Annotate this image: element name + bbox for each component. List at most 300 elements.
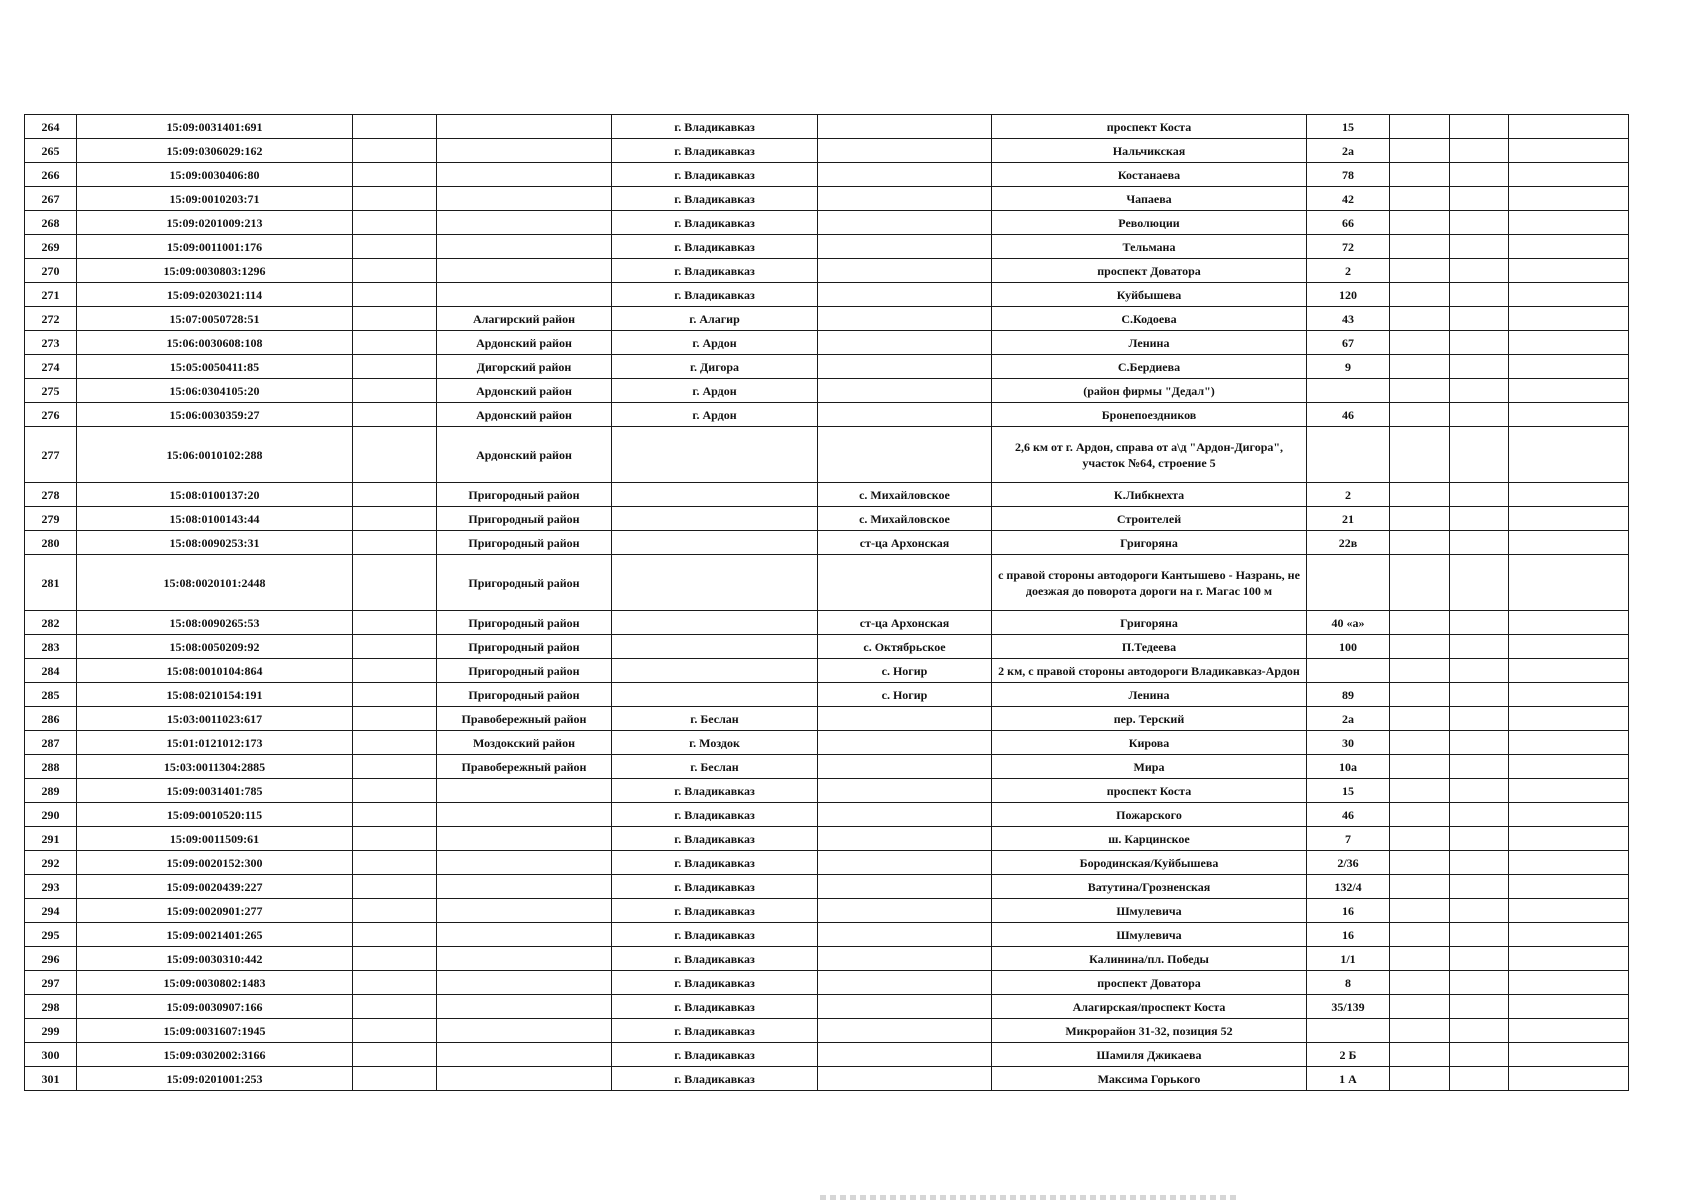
cell-col-extra-1 [1390,611,1450,635]
cell-col-blank [353,851,437,875]
cell-col-extra-1 [1390,555,1450,611]
cell-row-number: 299 [25,1019,77,1043]
cell-row-number: 270 [25,259,77,283]
cell-col-extra-3 [1509,923,1629,947]
cell-row-number: 278 [25,483,77,507]
cell-col-blank [353,995,437,1019]
cell-street: Нальчикская [992,139,1307,163]
table-row [25,971,1629,995]
cell-house-number: 43 [1307,307,1390,331]
cell-district [437,923,612,947]
cell-settlement: с. Михайловское [818,507,992,531]
table-row [25,707,1629,731]
cell-district [437,971,612,995]
cell-col-extra-2 [1450,803,1509,827]
cell-district: Пригородный район [437,659,612,683]
table-row [25,331,1629,355]
cell-settlement [818,923,992,947]
cell-col-blank [353,635,437,659]
cell-col-extra-2 [1450,1019,1509,1043]
cell-col-extra-3 [1509,827,1629,851]
cell-city [612,635,818,659]
cell-col-blank [353,483,437,507]
cell-cadastral-number: 15:08:0010104:864 [77,659,353,683]
cell-settlement [818,115,992,139]
cell-col-extra-1 [1390,427,1450,483]
cell-col-extra-2 [1450,507,1509,531]
cell-col-extra-1 [1390,355,1450,379]
cell-col-extra-2 [1450,755,1509,779]
cell-city: г. Владикавказ [612,163,818,187]
cell-settlement [818,427,992,483]
cell-col-extra-1 [1390,899,1450,923]
cell-settlement [818,163,992,187]
cell-settlement [818,307,992,331]
cell-house-number: 89 [1307,683,1390,707]
cell-city [612,611,818,635]
cell-district: Дигорский район [437,355,612,379]
cell-city: г. Владикавказ [612,995,818,1019]
cell-street: Григоряна [992,531,1307,555]
cell-col-blank [353,187,437,211]
table-row [25,827,1629,851]
cell-house-number: 1 А [1307,1067,1390,1091]
cell-row-number: 275 [25,379,77,403]
cell-city: г. Владикавказ [612,827,818,851]
cell-col-extra-1 [1390,163,1450,187]
cell-col-extra-1 [1390,875,1450,899]
cell-col-extra-1 [1390,1019,1450,1043]
cell-district: Моздокский район [437,731,612,755]
cell-col-extra-3 [1509,355,1629,379]
cell-city: г. Ардон [612,403,818,427]
table-row [25,139,1629,163]
cell-house-number: 10а [1307,755,1390,779]
table-row [25,803,1629,827]
cell-col-blank [353,1067,437,1091]
cell-district: Пригородный район [437,531,612,555]
cell-street: ш. Карцинское [992,827,1307,851]
cell-col-extra-1 [1390,803,1450,827]
table-row [25,1019,1629,1043]
cell-house-number [1307,379,1390,403]
cell-city: г. Владикавказ [612,947,818,971]
cell-settlement [818,379,992,403]
cell-col-blank [353,211,437,235]
cell-col-blank [353,283,437,307]
cell-settlement [818,851,992,875]
table-row [25,507,1629,531]
cell-col-extra-3 [1509,1067,1629,1091]
cell-row-number: 286 [25,707,77,731]
cell-row-number: 298 [25,995,77,1019]
cell-house-number: 66 [1307,211,1390,235]
cell-col-blank [353,115,437,139]
cell-cadastral-number: 15:09:0030907:166 [77,995,353,1019]
cell-col-extra-3 [1509,259,1629,283]
cell-house-number: 120 [1307,283,1390,307]
cell-col-extra-1 [1390,331,1450,355]
cell-settlement [818,899,992,923]
cell-row-number: 282 [25,611,77,635]
cell-col-blank [353,1043,437,1067]
table-row [25,995,1629,1019]
cell-district: Пригородный район [437,611,612,635]
cell-col-extra-1 [1390,755,1450,779]
cell-col-extra-3 [1509,683,1629,707]
cell-house-number: 21 [1307,507,1390,531]
cell-col-blank [353,355,437,379]
cell-house-number: 67 [1307,331,1390,355]
cell-col-blank [353,379,437,403]
cell-col-blank [353,803,437,827]
cell-cadastral-number: 15:09:0302002:3166 [77,1043,353,1067]
cell-street: 2 км, с правой стороны автодороги Владикавказ-Ардон [992,659,1307,683]
cell-col-extra-1 [1390,379,1450,403]
cell-settlement [818,331,992,355]
cell-district [437,163,612,187]
cell-district: Пригородный район [437,483,612,507]
cell-row-number: 279 [25,507,77,531]
cell-col-extra-3 [1509,659,1629,683]
cell-row-number: 297 [25,971,77,995]
cell-city: г. Владикавказ [612,779,818,803]
cell-col-extra-1 [1390,531,1450,555]
cell-col-extra-3 [1509,555,1629,611]
cell-city: г. Владикавказ [612,259,818,283]
cell-cadastral-number: 15:09:0030802:1483 [77,971,353,995]
cell-col-extra-1 [1390,507,1450,531]
cell-col-extra-1 [1390,1067,1450,1091]
cell-city: г. Ардон [612,331,818,355]
cell-street: С.Кодоева [992,307,1307,331]
cell-row-number: 276 [25,403,77,427]
cell-house-number: 35/139 [1307,995,1390,1019]
cell-col-blank [353,827,437,851]
cell-col-extra-3 [1509,283,1629,307]
cell-city: г. Ардон [612,379,818,403]
table-row [25,555,1629,611]
cell-street: Чапаева [992,187,1307,211]
cell-col-extra-1 [1390,851,1450,875]
cell-col-extra-2 [1450,531,1509,555]
cell-cadastral-number: 15:09:0020439:227 [77,875,353,899]
cell-district: Правобережный район [437,755,612,779]
cell-district [437,283,612,307]
cell-col-extra-3 [1509,731,1629,755]
cell-settlement [818,355,992,379]
cell-street: Шамиля Джикаева [992,1043,1307,1067]
cell-house-number: 2 [1307,259,1390,283]
cell-district: Ардонский район [437,427,612,483]
cell-city: г. Беслан [612,755,818,779]
cell-cadastral-number: 15:09:0030803:1296 [77,259,353,283]
page-bottom-scan-artifact [820,1195,1240,1200]
cell-city [612,427,818,483]
cell-col-extra-2 [1450,707,1509,731]
cell-cadastral-number: 15:06:0030608:108 [77,331,353,355]
table-row [25,163,1629,187]
cell-settlement [818,779,992,803]
cell-cadastral-number: 15:08:0090265:53 [77,611,353,635]
cell-row-number: 284 [25,659,77,683]
cell-col-extra-3 [1509,971,1629,995]
cell-col-extra-2 [1450,875,1509,899]
cell-col-extra-2 [1450,779,1509,803]
cell-city: г. Владикавказ [612,211,818,235]
cell-house-number: 2 [1307,483,1390,507]
cell-district [437,851,612,875]
cell-street: пер. Терский [992,707,1307,731]
cell-col-extra-2 [1450,611,1509,635]
cell-street: Ленина [992,331,1307,355]
cell-city: г. Владикавказ [612,139,818,163]
cell-house-number [1307,659,1390,683]
cell-city [612,531,818,555]
cell-house-number: 2а [1307,707,1390,731]
cell-row-number: 271 [25,283,77,307]
cell-settlement [818,875,992,899]
cell-city: г. Владикавказ [612,851,818,875]
cell-cadastral-number: 15:08:0090253:31 [77,531,353,555]
cell-city: г. Владикавказ [612,115,818,139]
table-row [25,923,1629,947]
cell-district: Алагирский район [437,307,612,331]
cell-city: г. Владикавказ [612,1067,818,1091]
cell-row-number: 283 [25,635,77,659]
cell-district [437,1043,612,1067]
table-row [25,235,1629,259]
cell-row-number: 268 [25,211,77,235]
cell-col-extra-2 [1450,731,1509,755]
cell-district [437,875,612,899]
cell-col-extra-2 [1450,659,1509,683]
cell-city: г. Владикавказ [612,235,818,259]
cell-street: Революции [992,211,1307,235]
cell-col-extra-2 [1450,947,1509,971]
cell-col-blank [353,531,437,555]
cell-cadastral-number: 15:08:0100137:20 [77,483,353,507]
cell-col-extra-1 [1390,635,1450,659]
cell-col-extra-2 [1450,259,1509,283]
cell-cadastral-number: 15:09:0010520:115 [77,803,353,827]
cell-col-blank [353,923,437,947]
cell-district: Пригородный район [437,683,612,707]
cell-cadastral-number: 15:09:0201009:213 [77,211,353,235]
cell-house-number: 16 [1307,923,1390,947]
cell-row-number: 273 [25,331,77,355]
cell-street: с правой стороны автодороги Кантышево - Назрань, не доезжая до поворота дороги на г. Магас 100 м [992,555,1307,611]
cell-row-number: 294 [25,899,77,923]
cell-cadastral-number: 15:09:0010203:71 [77,187,353,211]
cell-col-blank [353,611,437,635]
cell-col-extra-1 [1390,659,1450,683]
cell-col-extra-1 [1390,779,1450,803]
table-row [25,875,1629,899]
cell-house-number: 46 [1307,803,1390,827]
cell-house-number: 15 [1307,115,1390,139]
cell-city [612,555,818,611]
cell-cadastral-number: 15:03:0011304:2885 [77,755,353,779]
cell-col-extra-2 [1450,139,1509,163]
cell-col-extra-3 [1509,307,1629,331]
cell-cadastral-number: 15:08:0020101:2448 [77,555,353,611]
cell-col-extra-3 [1509,211,1629,235]
cell-col-extra-1 [1390,971,1450,995]
cell-col-extra-1 [1390,283,1450,307]
cell-city: г. Владикавказ [612,899,818,923]
cell-col-extra-2 [1450,1067,1509,1091]
cell-col-extra-1 [1390,115,1450,139]
cell-settlement [818,971,992,995]
cell-col-blank [353,555,437,611]
cell-row-number: 292 [25,851,77,875]
table-row [25,531,1629,555]
cell-col-extra-1 [1390,1043,1450,1067]
table-row [25,1043,1629,1067]
cell-col-blank [353,235,437,259]
cell-col-extra-2 [1450,1043,1509,1067]
cell-col-extra-1 [1390,307,1450,331]
cell-city: г. Владикавказ [612,923,818,947]
cell-cadastral-number: 15:08:0050209:92 [77,635,353,659]
cell-house-number: 30 [1307,731,1390,755]
cell-col-extra-3 [1509,947,1629,971]
cell-city: г. Беслан [612,707,818,731]
cadastral-table [24,114,1629,1091]
cell-row-number: 266 [25,163,77,187]
cell-district: Пригородный район [437,555,612,611]
cell-street: Пожарского [992,803,1307,827]
cell-col-extra-2 [1450,331,1509,355]
cell-col-extra-2 [1450,971,1509,995]
cell-col-extra-3 [1509,187,1629,211]
cell-col-blank [353,507,437,531]
cell-house-number: 2/36 [1307,851,1390,875]
cell-col-blank [353,307,437,331]
cell-col-extra-3 [1509,1019,1629,1043]
cell-col-blank [353,755,437,779]
table-row [25,483,1629,507]
cell-cadastral-number: 15:09:0306029:162 [77,139,353,163]
cell-cadastral-number: 15:06:0304105:20 [77,379,353,403]
cell-house-number: 15 [1307,779,1390,803]
cell-city: г. Владикавказ [612,803,818,827]
cell-col-extra-3 [1509,899,1629,923]
table-row [25,659,1629,683]
cell-city: г. Моздок [612,731,818,755]
cell-col-extra-2 [1450,995,1509,1019]
table-row [25,403,1629,427]
cell-street: проспект Доватора [992,259,1307,283]
cell-city [612,507,818,531]
cell-street: Шмулевича [992,923,1307,947]
cell-settlement [818,755,992,779]
table-row [25,259,1629,283]
cell-settlement [818,283,992,307]
cell-col-extra-3 [1509,507,1629,531]
cell-house-number [1307,1019,1390,1043]
cell-cadastral-number: 15:09:0203021:114 [77,283,353,307]
cell-house-number: 46 [1307,403,1390,427]
cell-street: Мира [992,755,1307,779]
cell-col-blank [353,707,437,731]
cell-col-extra-2 [1450,379,1509,403]
cell-col-extra-2 [1450,283,1509,307]
cell-district [437,803,612,827]
cell-row-number: 290 [25,803,77,827]
cell-street: С.Бердиева [992,355,1307,379]
cell-col-extra-3 [1509,803,1629,827]
cell-street: Костанаева [992,163,1307,187]
cell-row-number: 269 [25,235,77,259]
cell-col-blank [353,427,437,483]
cell-district [437,115,612,139]
cell-row-number: 291 [25,827,77,851]
cell-district: Пригородный район [437,507,612,531]
cell-col-extra-2 [1450,683,1509,707]
cell-district: Правобережный район [437,707,612,731]
cell-row-number: 272 [25,307,77,331]
cell-house-number: 7 [1307,827,1390,851]
cell-col-extra-1 [1390,827,1450,851]
cell-cadastral-number: 15:06:0010102:288 [77,427,353,483]
cell-district [437,779,612,803]
cell-col-extra-3 [1509,379,1629,403]
cell-house-number: 42 [1307,187,1390,211]
cell-row-number: 281 [25,555,77,611]
table-row [25,1067,1629,1091]
cell-settlement [818,1067,992,1091]
cell-col-extra-2 [1450,555,1509,611]
cell-cadastral-number: 15:09:0031401:691 [77,115,353,139]
cell-col-extra-2 [1450,923,1509,947]
cell-col-blank [353,731,437,755]
cell-col-extra-1 [1390,731,1450,755]
cell-col-extra-3 [1509,755,1629,779]
table-row [25,779,1629,803]
cell-house-number: 132/4 [1307,875,1390,899]
cell-col-extra-1 [1390,923,1450,947]
cell-row-number: 301 [25,1067,77,1091]
cell-settlement: с. Ногир [818,683,992,707]
cell-cadastral-number: 15:01:0121012:173 [77,731,353,755]
cell-col-extra-3 [1509,163,1629,187]
cell-street: проспект Коста [992,115,1307,139]
cell-city: г. Владикавказ [612,1043,818,1067]
cell-district [437,1019,612,1043]
cell-col-extra-2 [1450,403,1509,427]
cell-cadastral-number: 15:09:0020901:277 [77,899,353,923]
cell-street: Григоряна [992,611,1307,635]
cell-col-blank [353,259,437,283]
table-body [25,115,1629,1091]
cell-street: проспект Доватора [992,971,1307,995]
cell-settlement: с. Михайловское [818,483,992,507]
cell-col-blank [353,139,437,163]
table-row [25,635,1629,659]
cell-street: Калинина/пл. Победы [992,947,1307,971]
cell-col-extra-2 [1450,427,1509,483]
table-row [25,947,1629,971]
cell-col-extra-1 [1390,211,1450,235]
cell-street: Ленина [992,683,1307,707]
cell-row-number: 300 [25,1043,77,1067]
cell-street: Строителей [992,507,1307,531]
cell-row-number: 295 [25,923,77,947]
cell-col-blank [353,875,437,899]
cell-street: Бородинская/Куйбышева [992,851,1307,875]
